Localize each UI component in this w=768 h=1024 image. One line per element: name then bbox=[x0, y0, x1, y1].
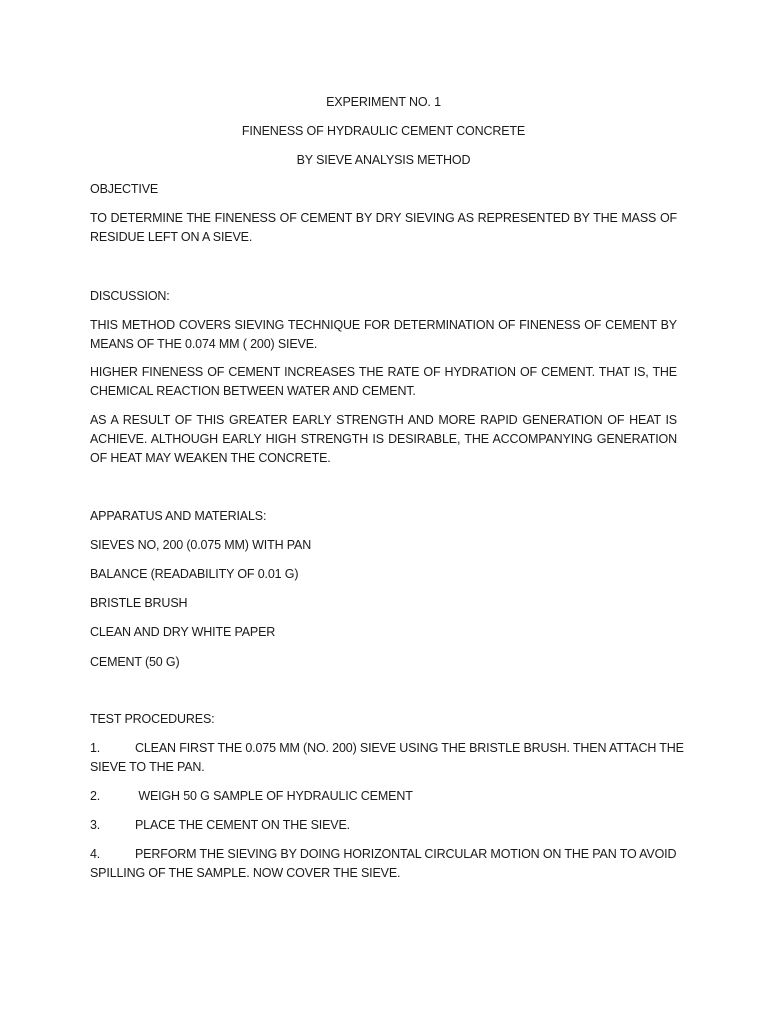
step-text: PLACE THE CEMENT ON THE SIEVE. bbox=[135, 818, 351, 832]
apparatus-heading: APPARATUS AND MATERIALS: bbox=[90, 509, 267, 523]
step-text: CLEAN FIRST THE 0.075 MM (NO. 200) SIEVE USING THE BRISTLE BRUSH. THEN ATTACH THE bbox=[135, 741, 684, 755]
discussion-paragraph: AS A RESULT OF THIS GREATER EARLY STRENGTH AND MORE RAPID GENERATION OF HEAT IS ACHIEVE. ALTHOUGH EARLY HIGH STRENGTH IS DESIRABLE, THE ACCOMPANYING GENERATION OF HEAT MAY WEAKEN THE CONCRETE. bbox=[90, 413, 677, 465]
document-subtitle: BY SIEVE ANALYSIS METHOD bbox=[296, 153, 471, 167]
apparatus-item: BRISTLE BRUSH bbox=[90, 596, 188, 610]
discussion-heading: DISCUSSION: bbox=[90, 289, 170, 303]
procedure-step bbox=[90, 816, 677, 835]
step-number: 2. bbox=[90, 789, 101, 803]
step-text: WEIGH 50 G SAMPLE OF HYDRAULIC CEMENT bbox=[135, 789, 413, 803]
apparatus-item: CEMENT (50 G) bbox=[90, 655, 180, 669]
objective-heading: OBJECTIVE bbox=[90, 182, 159, 196]
discussion-paragraph: THIS METHOD COVERS SIEVING TECHNIQUE FOR DETERMINATION OF FINENESS OF CEMENT BY MEANS OF THE 0.074 MM ( 200) SIEVE. bbox=[90, 318, 677, 351]
experiment-number: EXPERIMENT NO. 1 bbox=[326, 95, 441, 109]
step-text-continued: SPILLING OF THE SAMPLE. NOW COVER THE SIEVE. bbox=[90, 866, 401, 880]
procedure-step bbox=[90, 845, 677, 864]
procedure-step bbox=[90, 787, 677, 806]
step-number: 4. bbox=[90, 847, 101, 861]
procedures-heading: TEST PROCEDURES: bbox=[90, 712, 215, 726]
document-title: FINENESS OF HYDRAULIC CEMENT CONCRETE bbox=[241, 124, 526, 138]
step-number: 1. bbox=[90, 741, 101, 755]
apparatus-item: CLEAN AND DRY WHITE PAPER bbox=[90, 625, 276, 639]
step-text: PERFORM THE SIEVING BY DOING HORIZONTAL CIRCULAR MOTION ON THE PAN TO AVOID bbox=[135, 847, 677, 861]
step-number: 3. bbox=[90, 818, 101, 832]
procedure-step bbox=[90, 739, 684, 758]
objective-text: TO DETERMINE THE FINENESS OF CEMENT BY DRY SIEVING AS REPRESENTED BY THE MASS OF RESIDUE LEFT ON A SIEVE. bbox=[90, 211, 677, 244]
step-text-continued: SIEVE TO THE PAN. bbox=[90, 760, 205, 774]
apparatus-item: SIEVES NO, 200 (0.075 MM) WITH PAN bbox=[90, 538, 312, 552]
apparatus-item: BALANCE (READABILITY OF 0.01 G) bbox=[90, 567, 299, 581]
discussion-paragraph: HIGHER FINENESS OF CEMENT INCREASES THE RATE OF HYDRATION OF CEMENT. THAT IS, THE CHEMICAL REACTION BETWEEN WATER AND CEMENT. bbox=[90, 365, 677, 398]
